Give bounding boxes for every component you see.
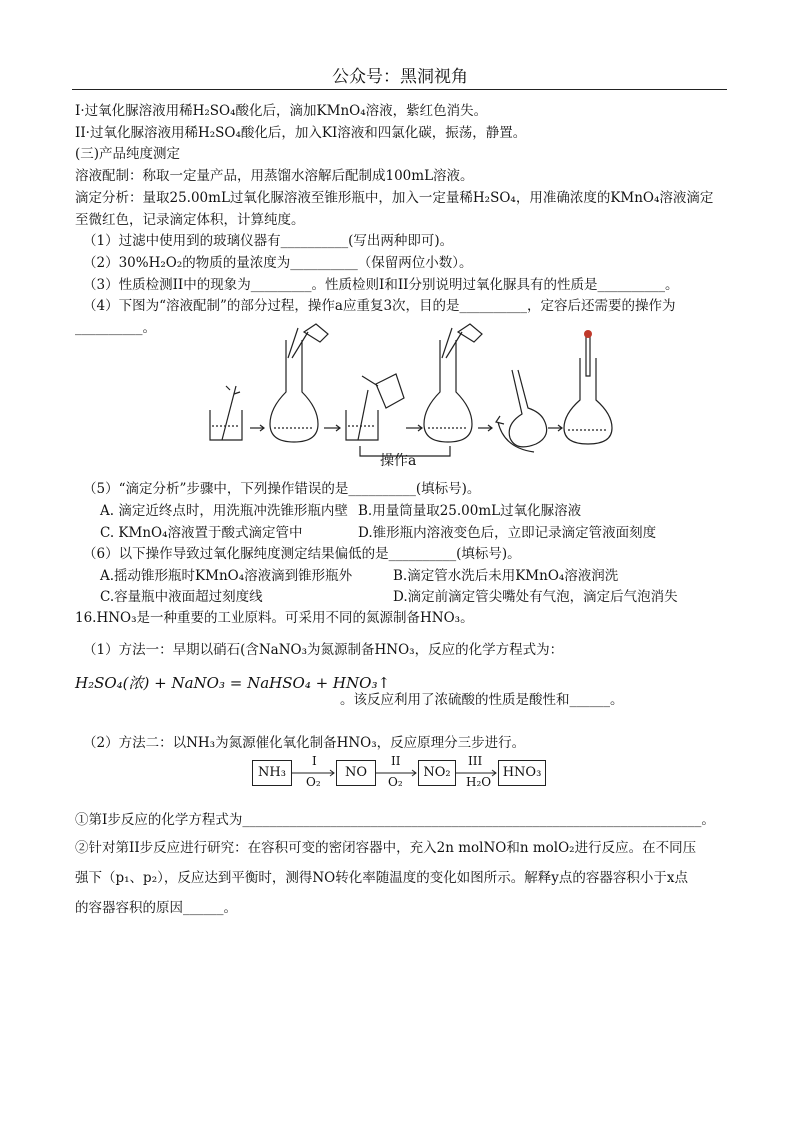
option-6c: C.容量瓶中液面超过刻度线	[100, 589, 263, 605]
flow-reagent-1: O₂	[306, 775, 321, 789]
question-1: （1）过滤中使用到的玻璃仪器有__________(写出两种即可)。	[83, 233, 454, 249]
option-6b: B.滴定管水洗后未用KMnO₄溶液润洗	[393, 568, 619, 584]
option-6d: D.滴定前滴定管尖嘴处有气泡，滴定后气泡消失	[393, 589, 678, 605]
section-heading: (三)产品纯度测定	[75, 146, 181, 162]
flow-no2: NO₂	[418, 760, 456, 786]
sub-question-2: ②针对第II步反应进行研究：在容积可变的密闭容器中，充入2n molNO和n molO₂进行反应。在不同压	[75, 840, 697, 856]
sub-question-2-cont: 强下（p₁、p₂），反应达到平衡时，测得NO转化率随温度的变化如图所示。解释y点的容器容积小于x点	[75, 870, 688, 886]
flow-reagent-2: O₂	[388, 775, 403, 789]
option-5a: A. 滴定近终点时，用洗瓶冲洗锥形瓶内壁	[100, 503, 348, 519]
figure-label-operation-a: 操作a	[380, 453, 417, 469]
sub-question-1: ①第I步反应的化学方程式为____________________________________________________________________。	[75, 812, 715, 828]
flow-reagent-3: H₂O	[466, 775, 492, 789]
method-1: （1）方法一：早期以硝石(含NaNO₃为氮源制备HNO₃，反应的化学方程式为：	[83, 642, 564, 658]
solution-preparation-figure	[200, 328, 620, 470]
problem-16: 16.HNO₃是一种重要的工业原料。可采用不同的氮源制备HNO₃。	[75, 610, 474, 626]
text-line: I·过氧化脲溶液用稀H₂SO₄酸化后，滴加KMnO₄溶液，紫红色消失。	[75, 103, 488, 119]
method-2: （2）方法二：以NH₃为氮源催化氧化制备HNO₃，反应原理分三步进行。	[83, 735, 526, 751]
question-6: （6）以下操作导致过氧化脲纯度测定结果偏低的是__________(填标号)。	[83, 546, 521, 562]
flow-step-2: II	[391, 754, 401, 768]
flow-arrows	[290, 760, 500, 786]
flow-step-3: III	[468, 754, 483, 768]
text-line: 至微红色，记录滴定体积，计算纯度。	[75, 212, 305, 228]
equation-1-tail: 。该反应利用了浓硫酸的性质是酸性和______。	[340, 692, 624, 708]
option-5b: B.用量筒量取25.00mL过氧化脲溶液	[358, 503, 582, 519]
text-line: II·过氧化脲溶液用稀H₂SO₄酸化后，加入KI溶液和四氯化碳，振荡，静置。	[75, 125, 527, 141]
question-4-cont: __________。	[75, 320, 156, 336]
equation-1: H₂SO₄(浓) + NaNO₃ = NaHSO₄ + HNO₃↑	[75, 674, 391, 692]
sub-question-2-end: 的容器容积的原因______。	[75, 900, 237, 916]
question-3: （3）性质检测II中的现象为_________。性质检则I和II分别说明过氧化脲具有的性质是__________。	[83, 277, 679, 293]
page-header: 公众号：黑洞视角	[332, 67, 468, 87]
flow-step-1: I	[312, 754, 317, 768]
option-5c: C. KMnO₄溶液置于酸式滴定管中	[100, 525, 303, 541]
option-5d: D.锥形瓶内溶液变色后，立即记录滴定管液面刻度	[358, 525, 657, 541]
text-line: 滴定分析：量取25.00mL过氧化脲溶液至锥形瓶中，加入一定量稀H₂SO₄，用准确浓度的KMnO₄溶液滴定	[75, 190, 714, 206]
text-line: 溶液配制：称取一定量产品，用蒸馏水溶解后配制成100mL溶液。	[75, 168, 474, 184]
question-5: （5）“滴定分析”步骤中，下列操作错误的是__________(填标号)。	[83, 481, 481, 497]
question-2: （2）30%H₂O₂的物质的量浓度为__________（保留两位小数）。	[83, 255, 473, 271]
option-6a: A.摇动锥形瓶时KMnO₄溶液滴到锥形瓶外	[100, 568, 353, 584]
header-rule	[72, 89, 727, 90]
flow-no: NO	[336, 760, 376, 786]
flow-nh3: NH₃	[252, 760, 292, 786]
flow-hno3: HNO₃	[498, 760, 546, 786]
question-4: （4）下图为“溶液配制”的部分过程，操作a应重复3次，目的是__________，定容后还需要的操作为	[83, 298, 676, 314]
